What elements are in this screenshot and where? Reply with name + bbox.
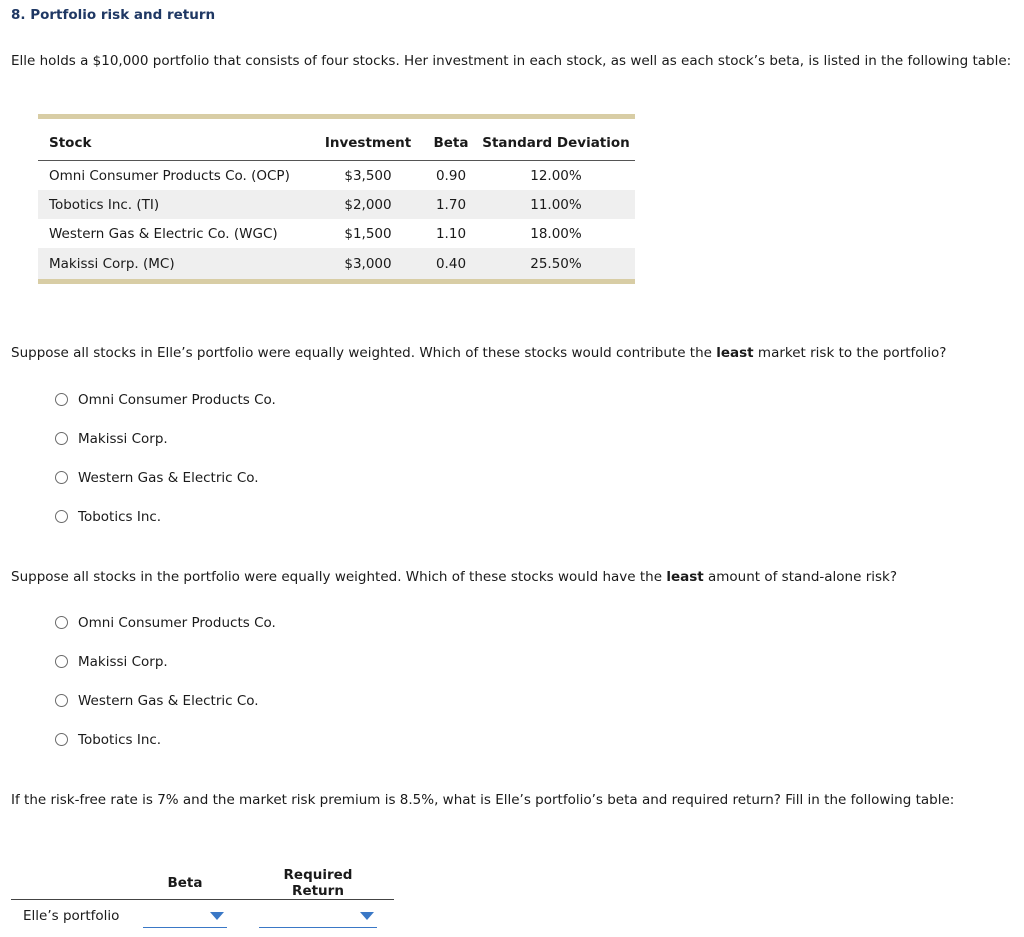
cell-standard-deviation: 12.00% [530, 167, 582, 184]
row-label: Elle’s portfolio [23, 908, 120, 924]
question-text: market risk to the portfolio? [753, 345, 947, 361]
cell-stock: Makissi Corp. (MC) [38, 248, 311, 282]
option-label: Western Gas & Electric Co. [78, 469, 259, 486]
option-label: Makissi Corp. [78, 430, 168, 447]
header-standard-deviation: Standard Deviation [477, 117, 635, 161]
table-row [38, 190, 635, 219]
stock-table-header-row [38, 117, 635, 161]
header-stock: Stock [38, 117, 311, 161]
header-investment: Investment [311, 117, 425, 161]
caret-down-icon [210, 912, 224, 920]
header-spacer [227, 867, 259, 900]
cell-standard-deviation: 25.50% [477, 248, 635, 282]
beta-cell [143, 900, 227, 933]
radio-button[interactable] [55, 393, 68, 406]
cell-stock: Tobotics Inc. (TI) [38, 190, 311, 219]
option-label: Tobotics Inc. [78, 508, 162, 525]
option-omni-consumer-products[interactable] [55, 603, 276, 642]
header-beta: Beta [425, 117, 477, 161]
question-text: amount of stand-alone risk? [703, 569, 898, 585]
required-return-cell [259, 900, 377, 933]
radio-button[interactable] [55, 733, 68, 746]
answer-table-header-row [11, 867, 394, 900]
header-blank [11, 867, 143, 900]
option-western-gas-electric[interactable] [55, 681, 276, 720]
stand-alone-risk-options [55, 603, 276, 759]
cell-investment: $3,000 [311, 248, 425, 282]
table-row [11, 900, 394, 933]
radio-button[interactable] [55, 432, 68, 445]
table-row [38, 248, 635, 282]
cell-standard-deviation: 11.00% [477, 190, 635, 219]
cell-stock: Western Gas & Electric Co. (WGC) [49, 225, 278, 242]
question-stand-alone-risk [11, 569, 897, 585]
table-row [38, 161, 635, 191]
beta-dropdown[interactable] [143, 905, 227, 928]
stock-table [38, 114, 635, 284]
header-required-return: Required Return [259, 867, 377, 900]
option-makissi-corp[interactable] [55, 419, 276, 458]
caret-down-icon [360, 912, 374, 920]
option-label: Tobotics Inc. [78, 731, 162, 748]
market-risk-options [55, 380, 276, 536]
question-portfolio-beta-return: If the risk-free rate is 7% and the market risk premium is 8.5%, what is Elle’s portfolio’s beta and required return? Fill in the following table: [11, 792, 955, 808]
cell-standard-deviation: 18.00% [530, 225, 582, 242]
question-emphasis: least [716, 345, 754, 361]
cell-investment: $1,500 [344, 225, 392, 242]
option-tobotics-inc[interactable] [55, 497, 276, 536]
option-western-gas-electric[interactable] [55, 458, 276, 497]
table-row [38, 219, 635, 248]
question-text: Suppose all stocks in Elle’s portfolio were equally weighted. Which of these stocks would contribute the [11, 345, 717, 361]
option-makissi-corp[interactable] [55, 642, 276, 681]
radio-button[interactable] [55, 694, 68, 707]
cell-beta: 1.70 [425, 190, 477, 219]
question-emphasis: least [666, 569, 704, 585]
intro-text: Elle holds a $10,000 portfolio that consists of four stocks. Her investment in each stock, as well as each stock’s beta, is listed in the following table: [11, 53, 1012, 69]
header-spacer [377, 867, 394, 900]
option-label: Makissi Corp. [78, 653, 168, 670]
question-text: Suppose all stocks in the portfolio were equally weighted. Which of these stocks would have the [11, 569, 667, 585]
cell-beta: 0.90 [435, 167, 467, 184]
radio-button[interactable] [55, 616, 68, 629]
spacer-cell [227, 900, 259, 933]
required-return-dropdown[interactable] [259, 905, 377, 928]
option-label: Western Gas & Electric Co. [78, 692, 259, 709]
cell-investment: $3,500 [344, 167, 392, 184]
option-omni-consumer-products[interactable] [55, 380, 276, 419]
page-title: 8. Portfolio risk and return [11, 7, 216, 23]
option-label: Omni Consumer Products Co. [78, 614, 276, 631]
cell-beta: 1.10 [435, 225, 467, 242]
cell-investment: $2,000 [311, 190, 425, 219]
option-tobotics-inc[interactable] [55, 720, 276, 759]
radio-button[interactable] [55, 655, 68, 668]
radio-button[interactable] [55, 510, 68, 523]
question-market-risk [11, 345, 946, 361]
radio-button[interactable] [55, 471, 68, 484]
cell-stock: Omni Consumer Products Co. (OCP) [49, 167, 290, 184]
spacer-cell [377, 900, 394, 933]
header-beta: Beta [143, 867, 227, 900]
answer-table [11, 867, 394, 932]
cell-beta: 0.40 [425, 248, 477, 282]
option-label: Omni Consumer Products Co. [78, 391, 276, 408]
